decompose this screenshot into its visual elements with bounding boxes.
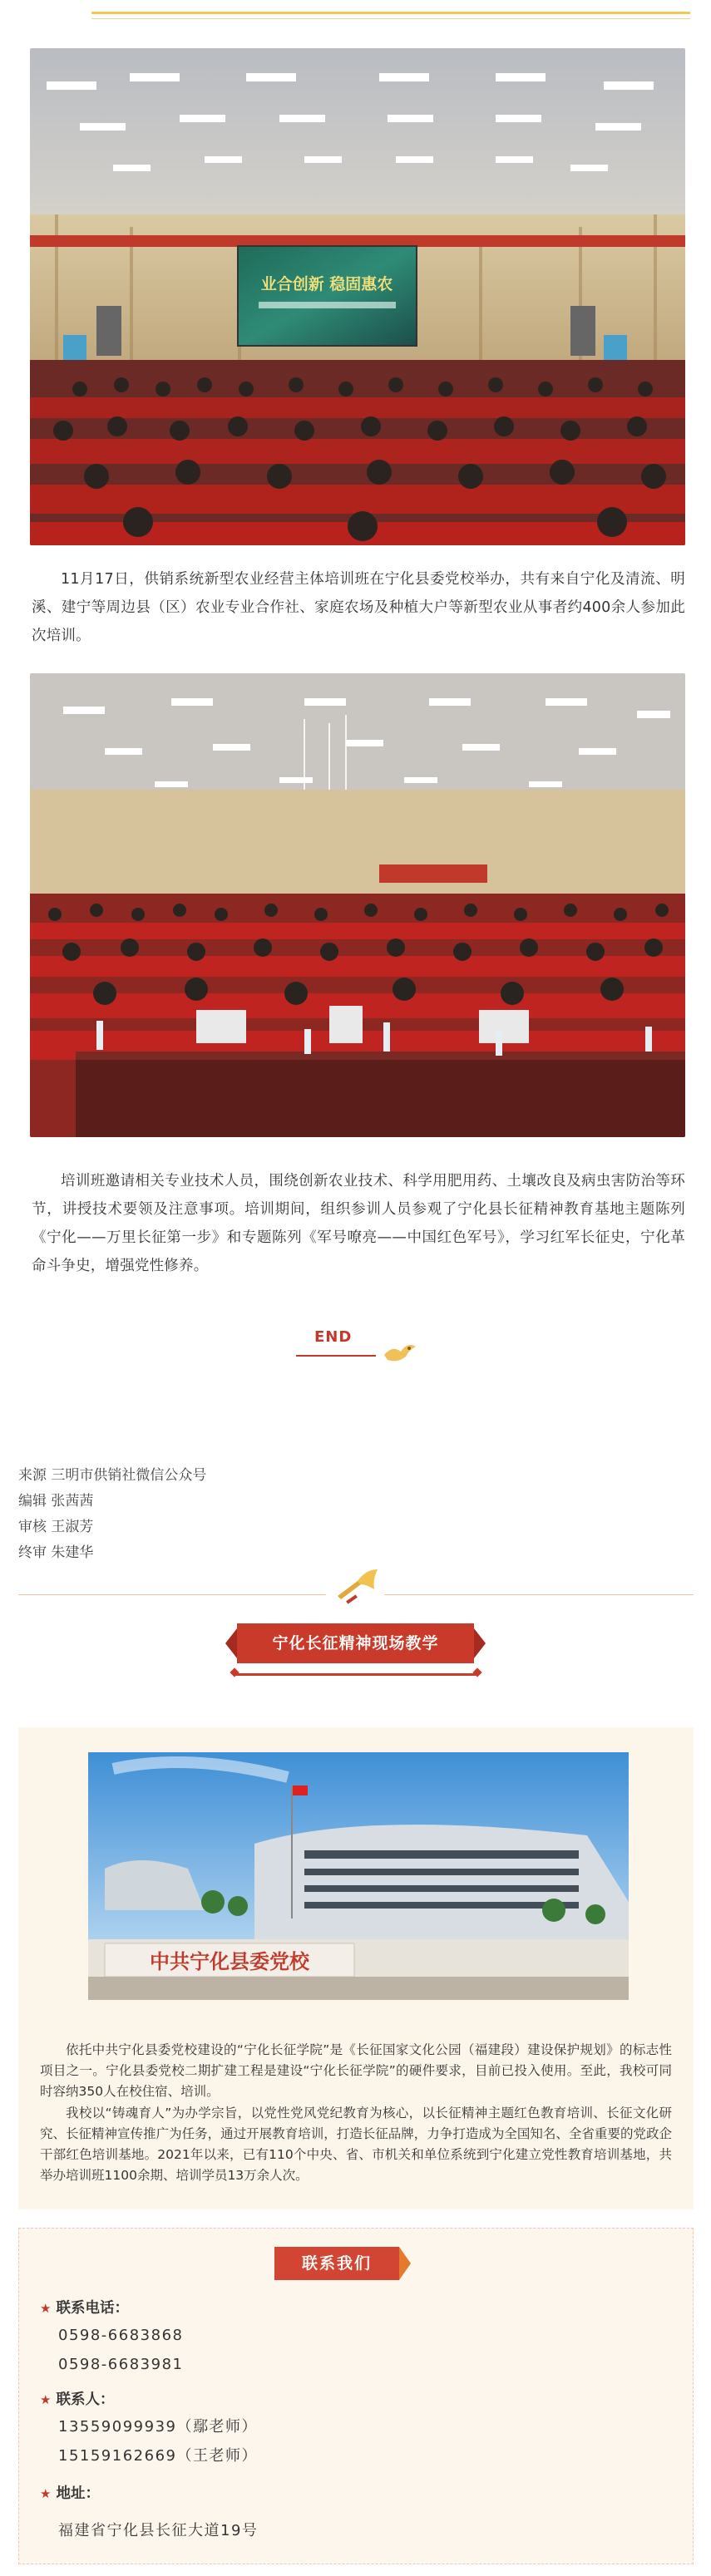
address-value: 福建省宁化县长征大道19号 xyxy=(58,2522,259,2539)
banner-underline xyxy=(235,1673,477,1676)
star-icon: ★ xyxy=(40,2392,52,2407)
school-paragraph-1: 依托中共宁化县委党校建设的“宁化长征学院”是《长征国家文化公园（福建段）建设保护规划》的标志性项目之一。宁化县委党校二期扩建工程是建设“宁化长征学院”的硬件要求，目前已投入使用。至此，我校可同时容纳350人在校住宿、培训。 xyxy=(40,2042,672,2099)
person-label-row xyxy=(40,2387,114,2412)
credit-reviewer: 审核 王淑芳 xyxy=(18,1519,94,1535)
phone-label: 联系电话： xyxy=(56,2300,129,2317)
end-underline xyxy=(296,1355,376,1357)
contact-title-tail xyxy=(399,2247,411,2280)
top-decorative-bar xyxy=(91,12,690,22)
star-icon: ★ xyxy=(40,2301,52,2316)
school-sign-text: 中共宁化县委党校 xyxy=(150,1950,309,1973)
person-2[interactable]: 15159162669（王老师） xyxy=(58,2447,258,2465)
end-label: END xyxy=(314,1328,353,1346)
section-title-banner: 宁化长征精神现场教学 xyxy=(237,1623,474,1663)
star-icon: ★ xyxy=(40,2486,52,2501)
credit-editor: 编辑 张茜茜 xyxy=(18,1493,94,1510)
article-paragraph-1: 11月17日，供销系统新型农业经营主体培训班在宁化县委党校举办，共有来自宁化及清流、明溪、建宁等周边县（区）农业专业合作社、家庭农场及种植大户等新型农业从事者约400余人参加此次培训。 xyxy=(32,571,685,644)
phone-label-row xyxy=(40,2296,129,2321)
phone-2[interactable]: 0598-6683981 xyxy=(58,2356,184,2373)
party-school-photo xyxy=(88,1752,629,2000)
person-label: 联系人： xyxy=(56,2391,115,2408)
article-paragraph-2: 培训班邀请相关专业技术人员，围绕创新农业技术、科学用肥用药、土壤改良及病虫害防治等环节，讲授技术要领及注意事项。培训期间，组织参训人员参观了宁化县长征精神教育基地主题陈列《宁化——万里长征第一步》和专题陈列《军号嘹亮——中国红色军号》，学习红军长征史，宁化革命斗争史，增强党性修养。 xyxy=(32,1173,685,1274)
phone-1[interactable]: 0598-6683868 xyxy=(58,2327,184,2344)
address-label: 地址： xyxy=(56,2485,100,2502)
bird-icon xyxy=(381,1338,419,1367)
address-label-row xyxy=(40,2481,100,2506)
top-bar-line-thick xyxy=(91,12,690,14)
training-audience-photo xyxy=(30,673,685,1137)
top-bar-line-thin xyxy=(91,18,690,19)
contact-title: 联系我们 xyxy=(274,2247,399,2280)
stage-screen-title: 业合创新 稳固惠农 xyxy=(260,275,393,293)
school-intro-card xyxy=(18,1727,694,2209)
school-paragraph-2: 我校以“铸魂育人”为办学宗旨，以党性党风党纪教育为核心，以长征精神主题红色教育培训、长征文化研究、长征精神宣传推广为任务，通过开展教育培训，打造长征品牌，力争打造成为全国知名、全省重要的党政企干部红色培训基地。2021年以来，已有110个中央、省、市机关和单位系统到宁化建立党性教育培训基地，共举办培训班1100余期、培训学员13万余人次。 xyxy=(40,2106,672,2183)
end-marker xyxy=(274,1328,441,1378)
article-credits xyxy=(18,1463,206,1566)
training-auditorium-photo xyxy=(30,48,685,545)
credit-source: 来源 三明市供销社微信公众号 xyxy=(18,1467,207,1484)
divider-left xyxy=(18,1594,326,1595)
credit-final-reviewer: 终审 朱建华 xyxy=(18,1544,94,1561)
divider-right xyxy=(384,1594,694,1595)
trumpet-icon xyxy=(333,1564,383,1606)
person-1[interactable]: 13559099939（鄢老师） xyxy=(58,2418,258,2436)
